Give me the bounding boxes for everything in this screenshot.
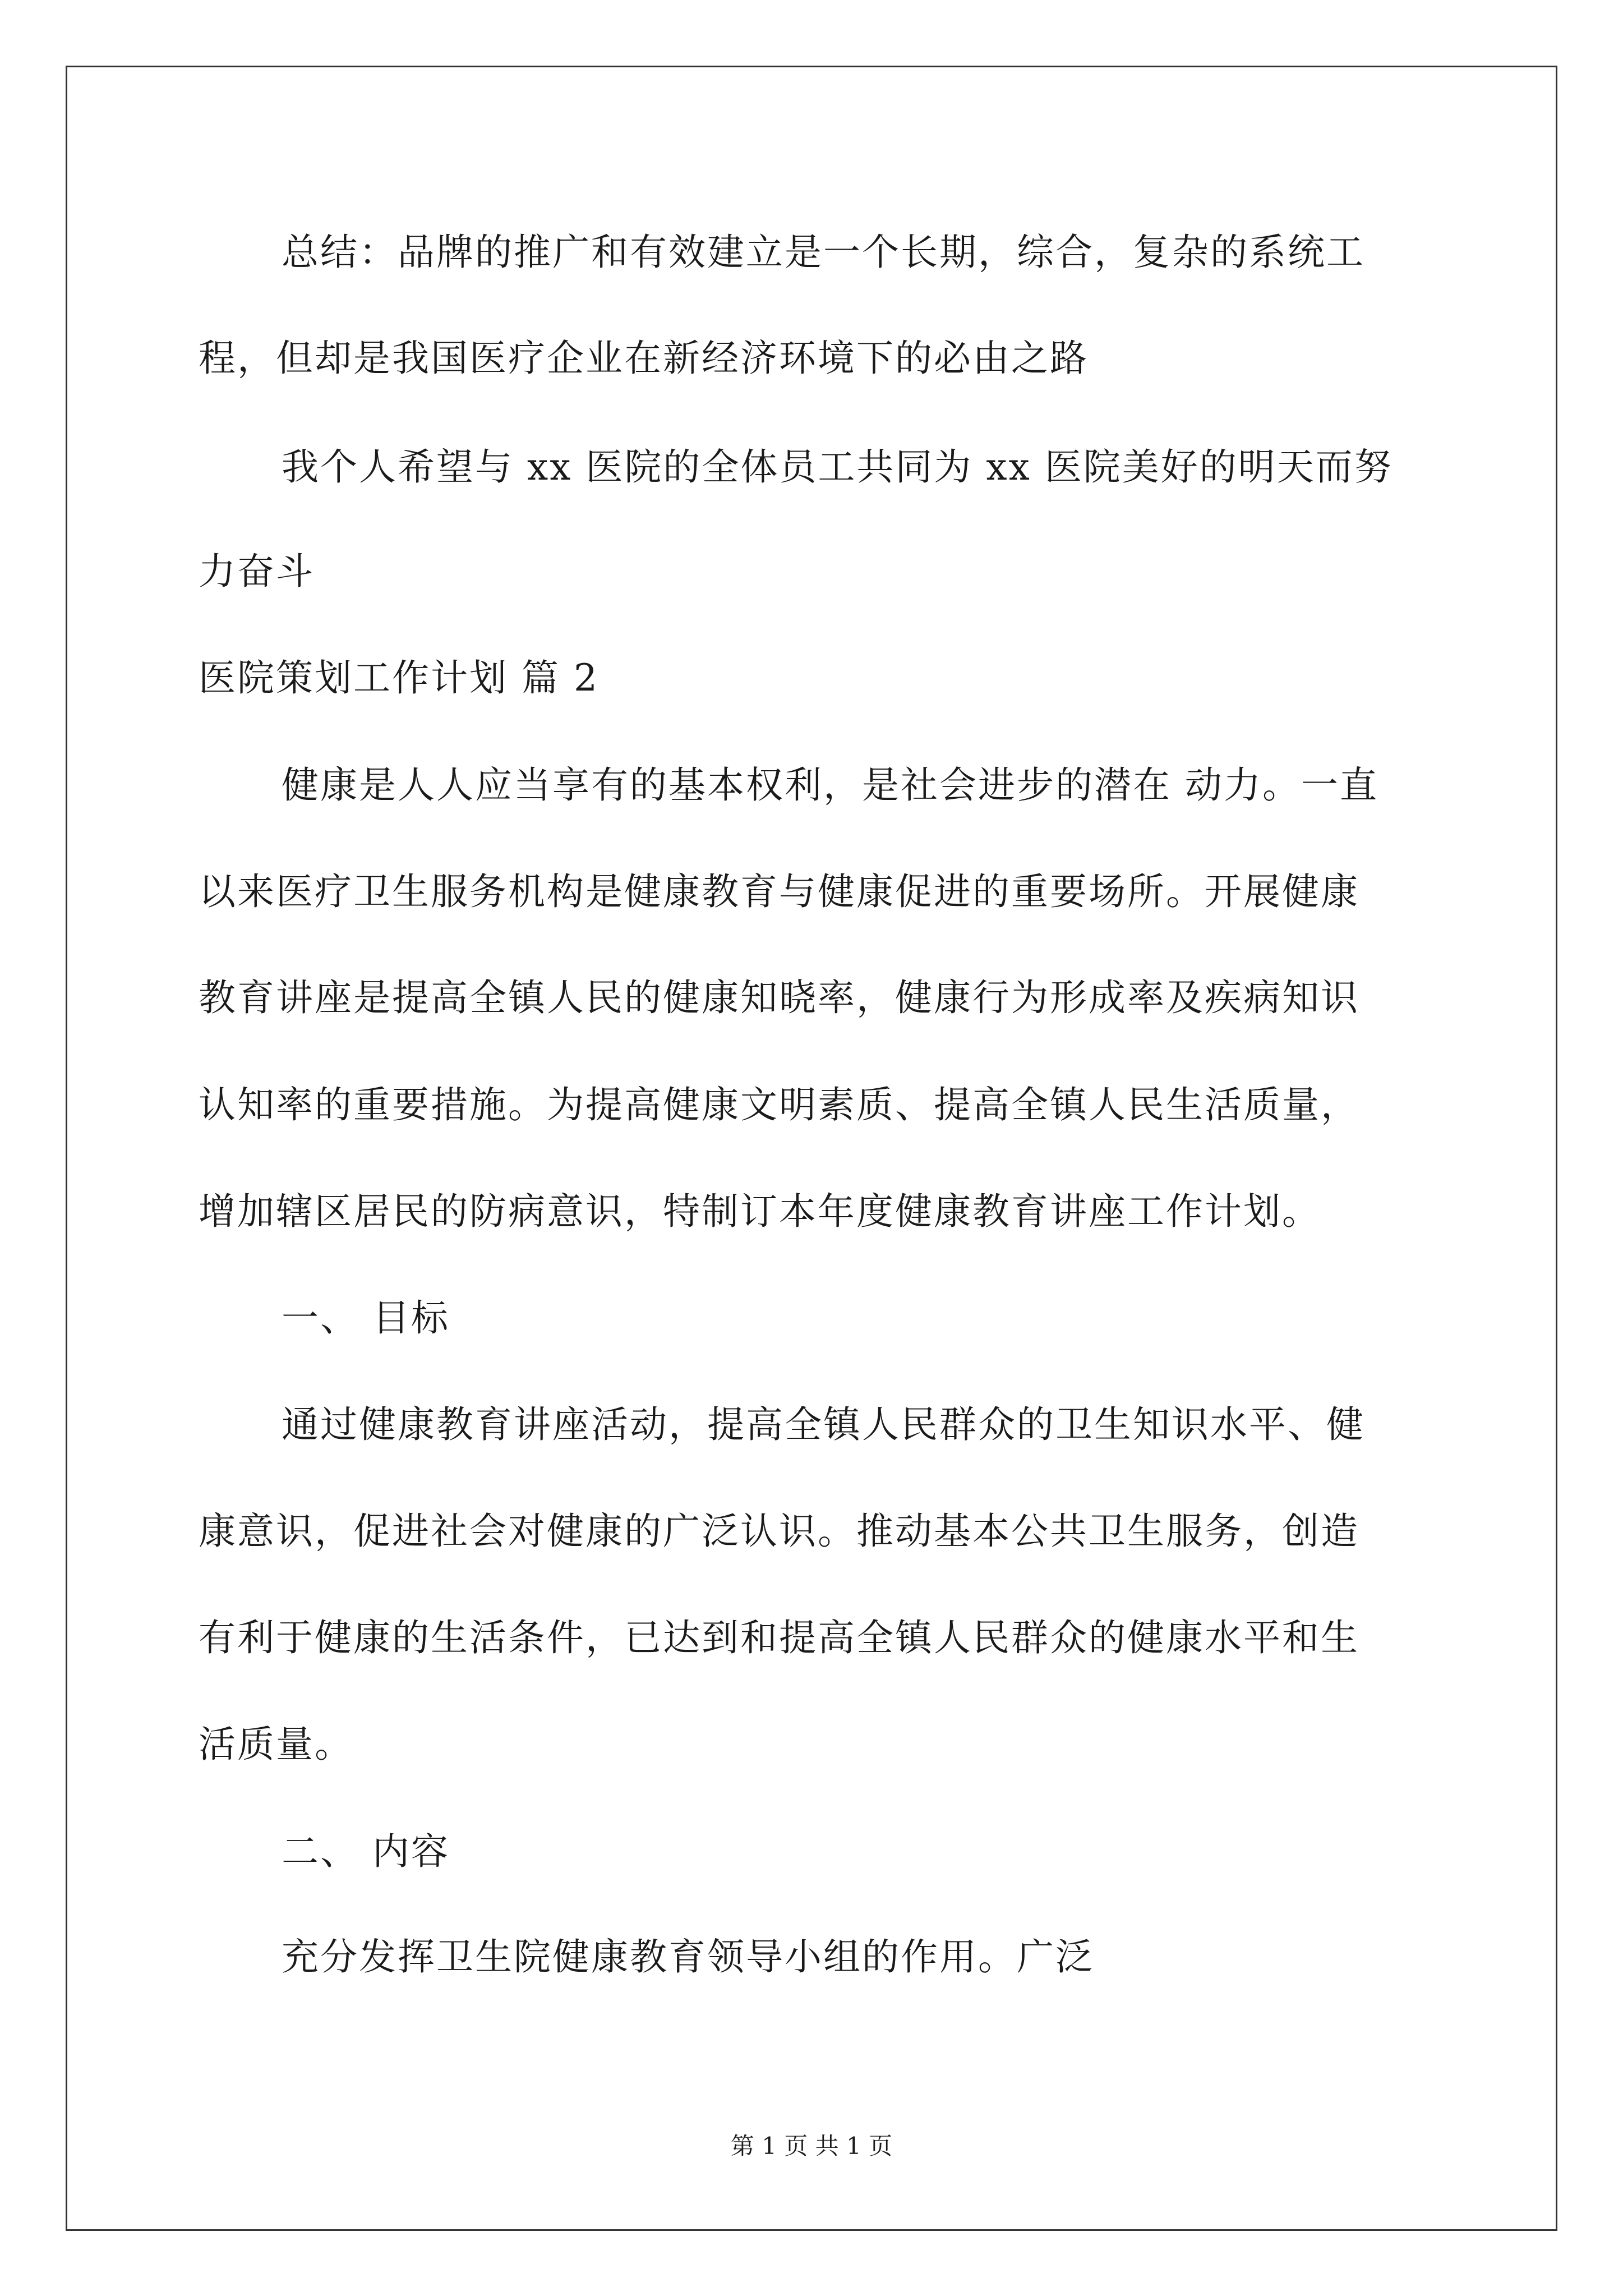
paragraph-health-line-2: 以来医疗卫生服务机构是健康教育与健康促进的重要场所。开展健康 [199, 870, 1359, 913]
paragraph-health-line-3: 教育讲座是提高全镇人民的健康知晓率，健康行为形成率及疾病知识 [199, 976, 1359, 1019]
paragraph-goal-line-2: 康意识，促进社会对健康的广泛认识。推动基本公共卫生服务，创造 [199, 1510, 1359, 1553]
paragraph-goal-line-3: 有利于健康的生活条件，已达到和提高全镇人民群众的健康水平和生 [199, 1616, 1359, 1659]
paragraph-health-line-1: 健康是人人应当享有的基本权利，是社会进步的潜在 动力。一直 [282, 763, 1378, 807]
paragraph-hope-line-1: 我个人希望与 xx 医院的全体员工共同为 xx 医院美好的明天而努 [282, 445, 1393, 489]
paragraph-summary-line-2: 程，但却是我国医疗企业在新经济环境下的必由之路 [199, 337, 1089, 380]
page-footer: 第 1 页 共 1 页 [730, 2132, 893, 2160]
paragraph-health-line-5: 增加辖区居民的防病意识，特制订本年度健康教育讲座工作计划。 [199, 1190, 1321, 1233]
paragraph-summary-line-1: 总结：品牌的推广和有效建立是一个长期，综合，复杂的系统工 [282, 231, 1365, 274]
paragraph-hope-line-2: 力奋斗 [199, 550, 315, 593]
paragraph-content-line-1: 充分发挥卫生院健康教育领导小组的作用。广泛 [282, 1935, 1094, 1978]
heading-content: 二、 内容 [282, 1830, 450, 1873]
paragraph-health-line-4: 认知率的重要措施。为提高健康文明素质、提高全镇人民生活质量， [199, 1083, 1359, 1126]
paragraph-goal-line-1: 通过健康教育讲座活动，提高全镇人民群众的卫生知识水平、健 [282, 1403, 1365, 1446]
paragraph-goal-line-4: 活质量。 [199, 1723, 353, 1766]
section-heading: 医院策划工作计划 篇 2 [199, 656, 599, 700]
heading-goal: 一、 目标 [282, 1296, 450, 1340]
page-border [66, 66, 1557, 2231]
